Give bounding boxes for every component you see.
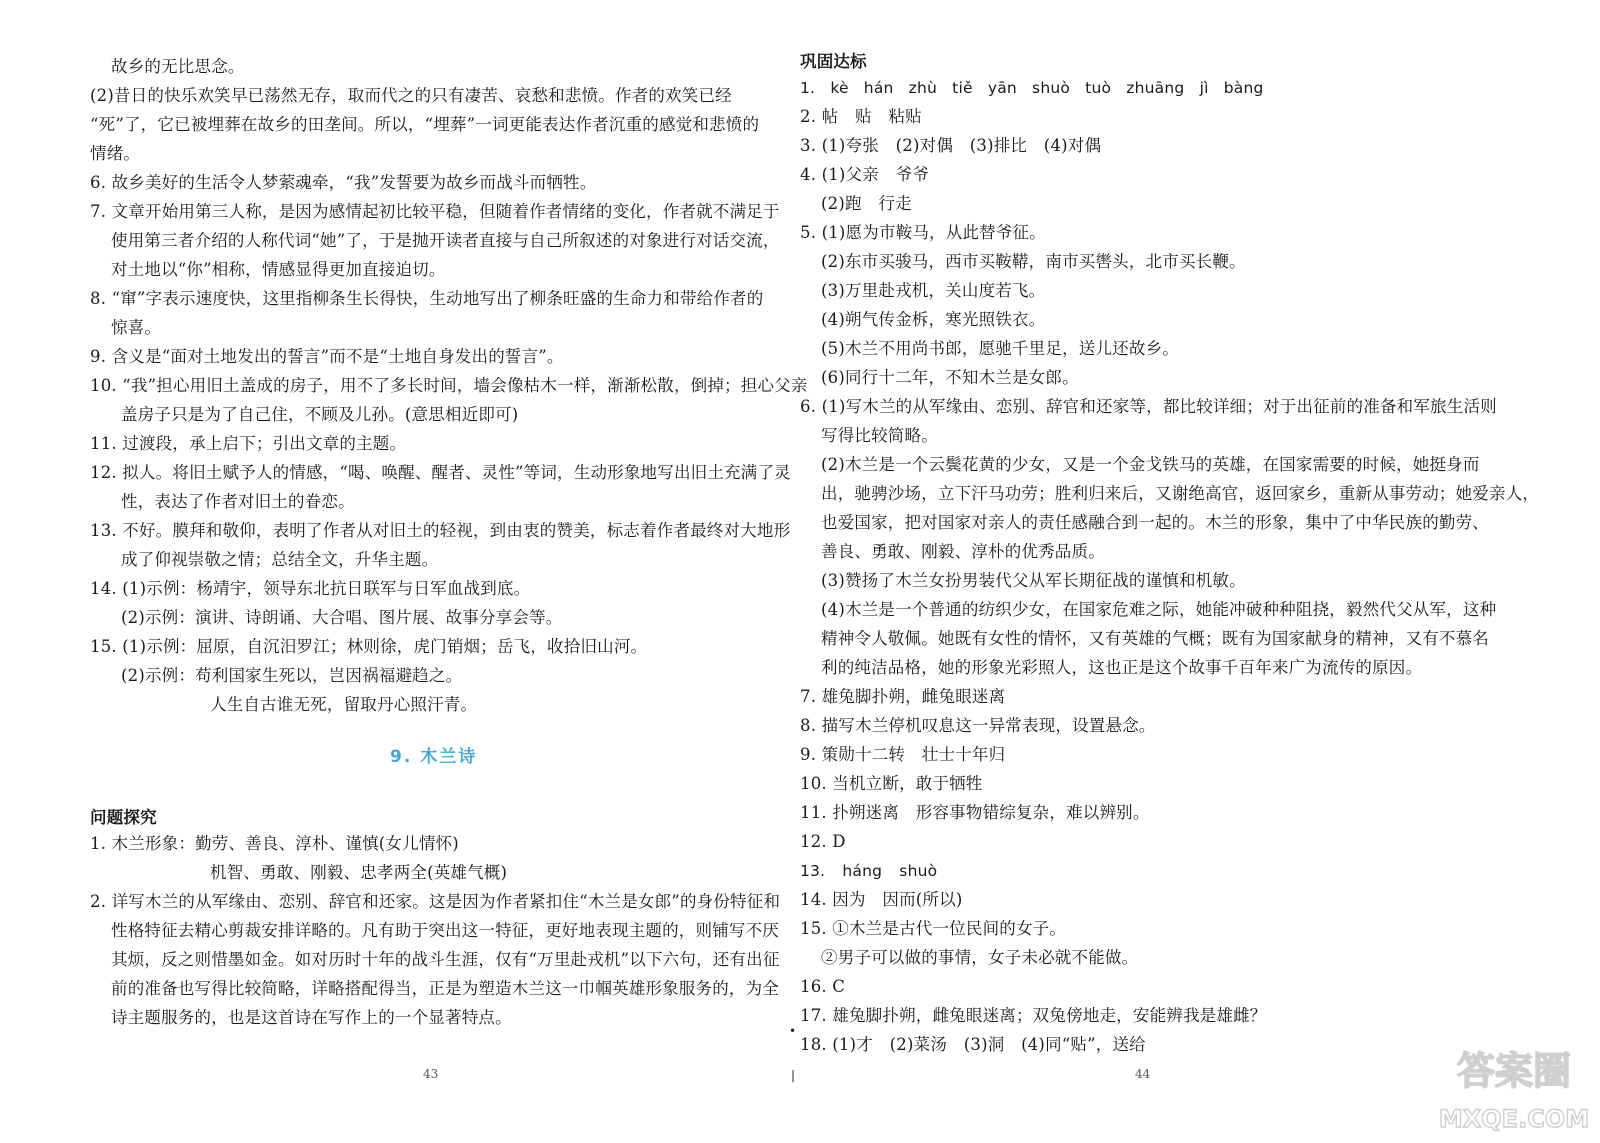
text-line: 11. 扑朔迷离 形容事物错综复杂，难以辨别。 xyxy=(800,803,1150,822)
text-line: 6. 故乡美好的生活令人梦萦魂牵，“我”发誓要为故乡而战斗而牺牲。 xyxy=(90,173,597,192)
text-line: 1. 木兰形象：勤劳、善良、淳朴、谨慎(女儿情怀) xyxy=(90,834,459,853)
pinyin-line: 1. kè hán zhù tiě yān shuò tuò zhuāng jì bàng xyxy=(800,79,1264,97)
text-line: 15. (1)示例：屈原，自沉汨罗江；林则徐，虎门销烟；岳飞，收拾旧山河。 xyxy=(90,637,648,656)
text-line: 11. 过渡段，承上启下；引出文章的主题。 xyxy=(90,434,407,453)
text-line: 14. 因为 因而(所以) xyxy=(800,890,963,909)
text-line: (4)朔气传金柝，寒光照铁衣。 xyxy=(821,310,1046,329)
text-line: 诗主题服务的，也是这首诗在写作上的一个显著特点。 xyxy=(111,1008,512,1027)
spine-mark-icon: | xyxy=(791,1068,796,1082)
right-page xyxy=(800,0,1540,1143)
text-line: 盖房子只是为了自己住，不顾及儿孙。(意思相近即可) xyxy=(121,405,519,424)
page-number: 43 xyxy=(423,1067,439,1081)
text-line: (2)示例：演讲、诗朗诵、大合唱、图片展、故事分享会等。 xyxy=(121,608,563,627)
text-line: 2. 详写木兰的从军缘由、恋别、辞官和还家。这是因为作者紧扣住“木兰是女郎”的身份特征和 xyxy=(90,892,781,911)
text-line: 7. 文章开始用第三人称，是因为感情起初比较平稳，但随着作者情绪的变化，作者就不满足于 xyxy=(90,202,780,221)
text-line: 12. 拟人。将旧土赋予人的情感，“喝、唤醒、醒者、灵性”等词，生动形象地写出旧土充满了灵 xyxy=(90,463,791,482)
text-line: 其烦，反之则惜墨如金。如对历时十年的战斗生涯，仅有“万里赴戎机”以下六句，还有出征 xyxy=(111,950,780,969)
page-number: 44 xyxy=(1135,1067,1151,1081)
spine-mark-icon: • xyxy=(789,1024,797,1038)
text-line: 成了仰视崇敬之情；总结全文，升华主题。 xyxy=(121,550,439,569)
text-line: 12. D xyxy=(800,832,846,851)
text-line: 10. 当机立断，敢于牺牲 xyxy=(800,774,983,793)
text-line: 机智、勇敢、刚毅、忠孝两全(英雄气概) xyxy=(210,863,508,882)
text-line: 10. “我”担心用旧土盖成的房子，用不了多长时间，墙会像枯木一样，渐渐松散，倒掉；担心父亲 xyxy=(90,376,808,395)
text-line: 18. (1)才 (2)菜汤 (3)洞 (4)同“贴”，送给 xyxy=(800,1035,1146,1054)
text-line: 17. 雄兔脚扑朔，雌兔眼迷离；双兔傍地走，安能辨我是雄雌？ xyxy=(800,1006,1267,1025)
text-line: 9. 策勋十二转 壮士十年归 xyxy=(800,745,1006,764)
text-line: 性格特征去精心剪裁安排详略的。凡有助于突出这一特征，更好地表现主题的，则铺写不厌 xyxy=(111,921,779,940)
text-line: 写得比较简略。 xyxy=(821,426,938,445)
text-line: 对土地以“你”相称，情感显得更加直接迫切。 xyxy=(111,260,446,279)
text-line: 7. 雄兔脚扑朔，雌兔眼迷离 xyxy=(800,687,1006,706)
text-line: (4)木兰是一个普通的纺织少女，在国家危难之际，她能冲破种种阻挠，毅然代父从军，这种 xyxy=(821,600,1497,619)
text-line: 利的纯洁品格，她的形象光彩照人，这也正是这个故事千百年来广为流传的原因。 xyxy=(821,658,1423,677)
text-line: (2)昔日的快乐欢笑早已荡然无存，取而代之的只有凄苦、哀愁和悲愤。作者的欢笑已经 xyxy=(90,86,732,105)
text-line: (3)万里赴戎机，关山度若飞。 xyxy=(821,281,1046,300)
text-line: 5. (1)愿为市鞍马，从此替爷征。 xyxy=(800,223,1046,242)
text-line: 14. (1)示例：杨靖宇，领导东北抗日联军与日军血战到底。 xyxy=(90,579,531,598)
text-line: (2)示例：苟利国家生死以，岂因祸福避趋之。 xyxy=(121,666,463,685)
text-line: 精神令人敬佩。她既有女性的情怀，又有英雄的气概；既有为国家献身的精神，又有不慕名 xyxy=(821,629,1489,648)
text-line: 8. 描写木兰停机叹息这一异常表现，设置悬念。 xyxy=(800,716,1156,735)
pinyin-line: 13. háng shuò xyxy=(800,862,938,880)
text-line: (6)同行十二年，不知木兰是女郎。 xyxy=(821,368,1079,387)
text-line: 惊喜。 xyxy=(111,318,162,337)
text-line: 15. ①木兰是古代一位民间的女子。 xyxy=(800,919,1067,938)
text-line: (5)木兰不用尚书郎，愿驰千里足，送儿还故乡。 xyxy=(821,339,1179,358)
text-line: (3)赞扬了木兰女扮男装代父从军长期征战的谨慎和机敏。 xyxy=(821,571,1246,590)
section-heading: 巩固达标 xyxy=(800,52,867,71)
text-line: 8. “窜”字表示速度快，这里指柳条生长得快，生动地写出了柳条旺盛的生命力和带给作者的 xyxy=(90,289,764,308)
text-line: 4. (1)父亲 爷爷 xyxy=(800,165,930,184)
text-line: (2)木兰是一个云鬓花黄的少女，又是一个金戈铁马的英雄，在国家需要的时候，她挺身而 xyxy=(821,455,1480,474)
text-line: 人生自古谁无死，留取丹心照汗青。 xyxy=(210,695,478,714)
text-line: 6. (1)写木兰的从军缘由、恋别、辞官和还家等，都比较详细；对于出征前的准备和军旅生活则 xyxy=(800,397,1497,416)
text-line: 出，驰骋沙场，立下汗马功劳；胜利归来后，又谢绝高官，返回家乡，重新从事劳动；她爱亲人， xyxy=(821,484,1540,503)
text-line: 故乡的无比思念。 xyxy=(111,57,245,76)
text-line: 善良、勇敢、刚毅、淳朴的优秀品质。 xyxy=(821,542,1105,561)
text-line: 也爱国家，把对国家对亲人的责任感融合到一起的。木兰的形象，集中了中华民族的勤劳、 xyxy=(821,513,1489,532)
text-line: 使用第三者介绍的人称代词“她”了，于是抛开读者直接与自己所叙述的对象进行对话交流， xyxy=(111,231,780,250)
text-line: 16. C xyxy=(800,977,846,996)
watermark-bottom-text: MXQE.COM xyxy=(1438,1105,1590,1133)
text-line: 2. 帖 贴 粘贴 xyxy=(800,107,922,126)
watermark-logo-icon xyxy=(1434,1029,1594,1139)
watermark-top-text: 答案圈 xyxy=(1456,1049,1572,1093)
section-heading: 问题探究 xyxy=(90,808,157,827)
text-line: 性，表达了作者对旧土的眷恋。 xyxy=(121,492,355,511)
text-line: (2)跑 行走 xyxy=(821,194,912,213)
section-title: 9. 木兰诗 xyxy=(390,747,478,767)
text-line: 13. 不好。膜拜和敬仰，表明了作者从对旧土的轻视，到由衷的赞美，标志着作者最终对大地形 xyxy=(90,521,791,540)
text-line: 前的准备也写得比较简略，详略搭配得当，正是为塑造木兰这一巾帼英雄形象服务的，为全 xyxy=(111,979,779,998)
text-line: “死”了，它已被埋葬在故乡的田垄间。所以，“埋葬”一词更能表达作者沉重的感觉和悲愤的 xyxy=(90,115,760,134)
left-page xyxy=(90,0,808,1143)
text-line: 9. 含义是“面对土地发出的誓言”而不是“土地自身发出的誓言”。 xyxy=(90,347,564,366)
text-line: (2)东市买骏马，西市买鞍鞯，南市买辔头，北市买长鞭。 xyxy=(821,252,1246,271)
text-line: ②男子可以做的事情，女子未必就不能做。 xyxy=(821,948,1139,967)
text-line: 情绪。 xyxy=(90,144,141,163)
text-line: 3. (1)夸张 (2)对偶 (3)排比 (4)对偶 xyxy=(800,136,1102,155)
